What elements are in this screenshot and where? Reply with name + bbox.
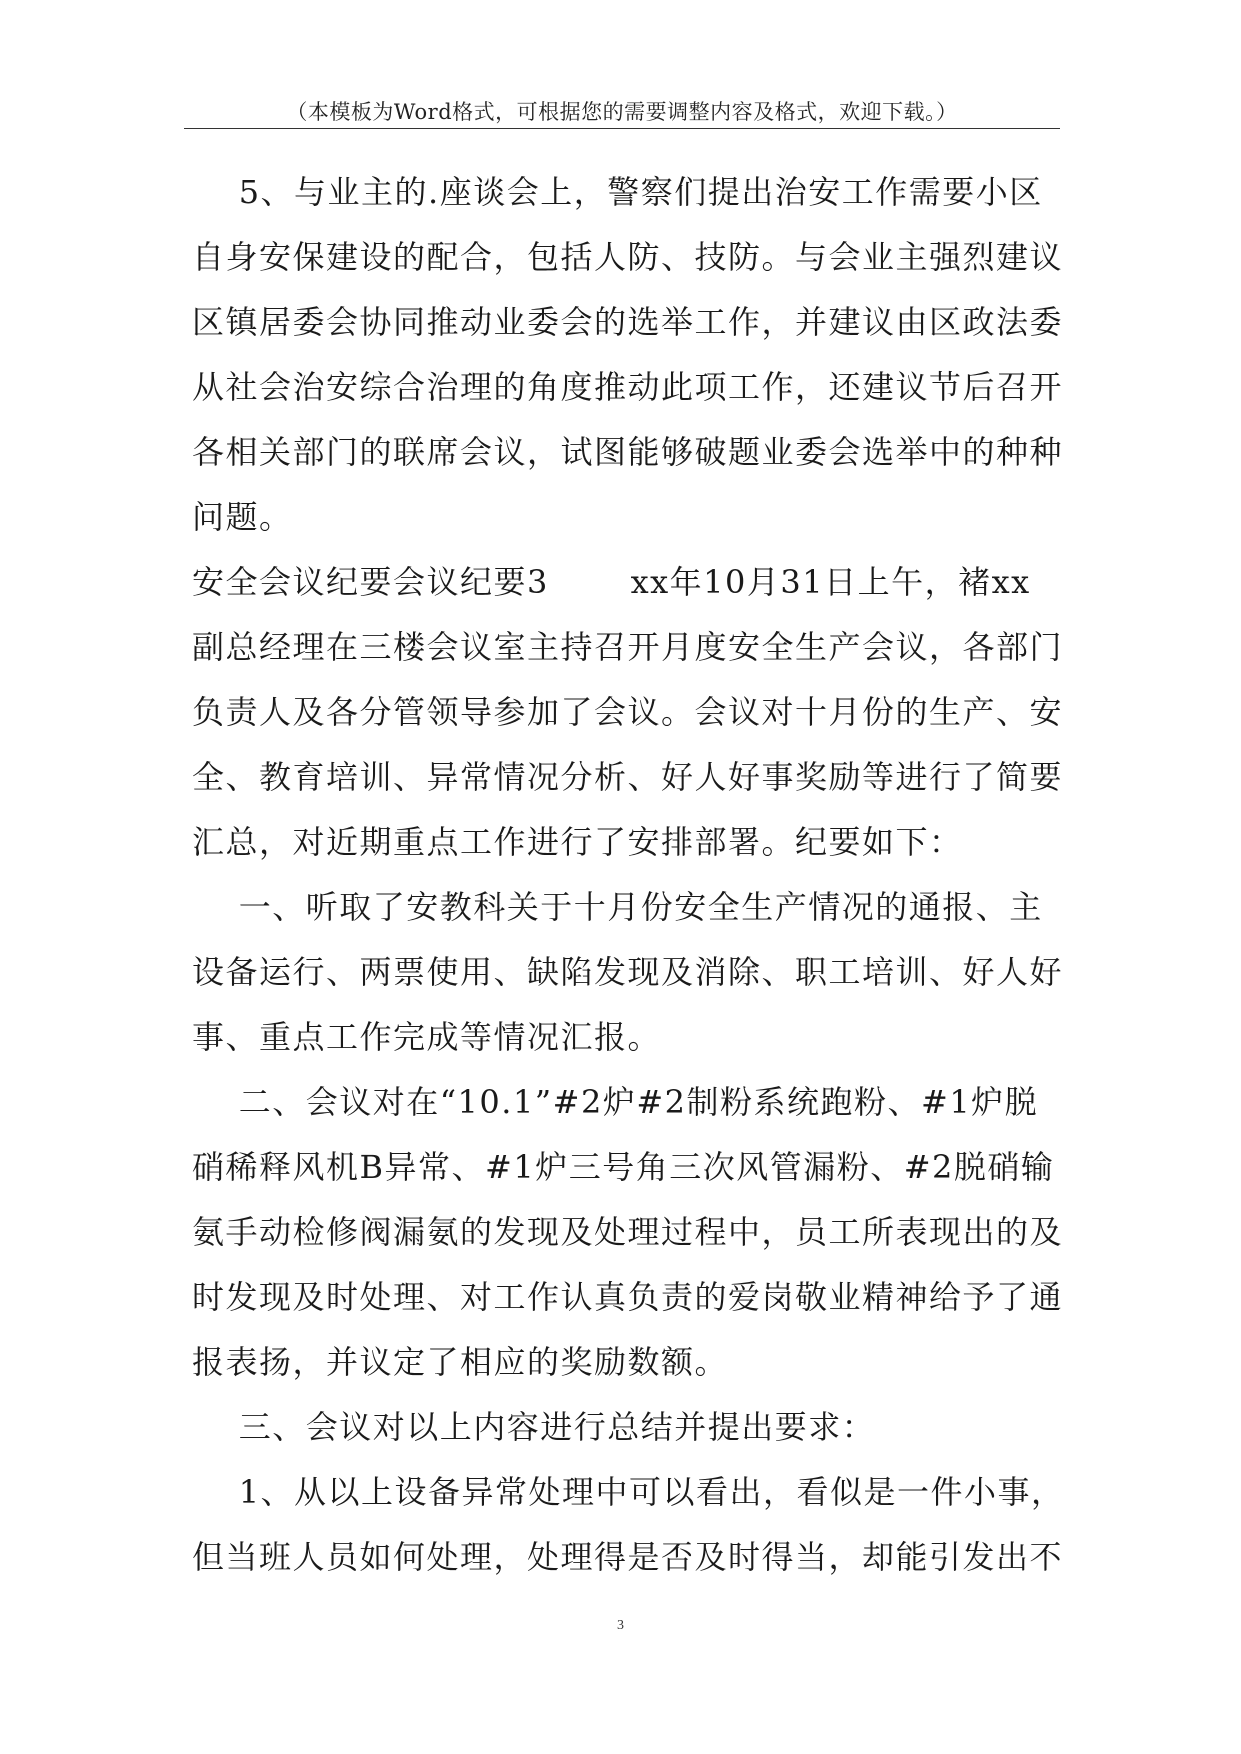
text-line: 事、重点工作完成等情况汇报。 xyxy=(192,1018,662,1056)
text-line: 副总经理在三楼会议室主持召开月度安全生产会议，各部门 xyxy=(192,628,1064,666)
text-line: 但当班人员如何处理，处理得是否及时得当，却能引发出不 xyxy=(192,1538,1064,1576)
text-line: 自身安保建设的配合，包括人防、技防。与会业主强烈建议 xyxy=(192,238,1064,276)
text-line: 各相关部门的联席会议，试图能够破题业委会选举中的种种 xyxy=(192,433,1064,471)
header-divider xyxy=(184,128,1060,129)
text-line: 5、与业主的.座谈会上，警察们提出治安工作需要小区 xyxy=(192,173,1043,211)
text-line: 安全会议纪要会议纪要3 xx年10月31日上午，褚xx xyxy=(192,563,1031,601)
text-line: 负责人及各分管领导参加了会议。会议对十月份的生产、安 xyxy=(192,693,1064,731)
text-line: 时发现及时处理、对工作认真负责的爱岗敬业精神给予了通 xyxy=(192,1278,1064,1316)
text-line: 报表扬，并议定了相应的奖励数额。 xyxy=(192,1343,729,1381)
text-line: 1、从以上设备异常处理中可以看出，看似是一件小事， xyxy=(192,1473,1065,1511)
text-line: 硝稀释风机B异常、#1炉三号角三次风管漏粉、#2脱硝输 xyxy=(192,1148,1055,1186)
text-line: 区镇居委会协同推动业委会的选举工作，并建议由区政法委 xyxy=(192,303,1064,341)
text-line: 一、听取了安教科关于十月份安全生产情况的通报、主 xyxy=(192,888,1043,926)
text-line: 三、会议对以上内容进行总结并提出要求： xyxy=(192,1408,876,1446)
text-line: 二、会议对在“10.1”#2炉#2制粉系统跑粉、#1炉脱 xyxy=(192,1083,1039,1121)
text-line: 从社会治安综合治理的角度推动此项工作，还建议节后召开 xyxy=(192,368,1064,406)
text-line: 问题。 xyxy=(192,498,293,536)
template-note-header: （本模板为Word格式，可根据您的需要调整内容及格式，欢迎下载。） xyxy=(286,100,958,124)
text-line: 氨手动检修阀漏氨的发现及处理过程中，员工所表现出的及 xyxy=(192,1213,1064,1251)
text-line: 全、教育培训、异常情况分析、好人好事奖励等进行了简要 xyxy=(192,758,1064,796)
page-number: 3 xyxy=(617,1618,624,1633)
document-body xyxy=(192,160,1065,1590)
text-line: 设备运行、两票使用、缺陷发现及消除、职工培训、好人好 xyxy=(192,953,1064,991)
text-line: 汇总，对近期重点工作进行了安排部署。纪要如下： xyxy=(192,823,963,861)
